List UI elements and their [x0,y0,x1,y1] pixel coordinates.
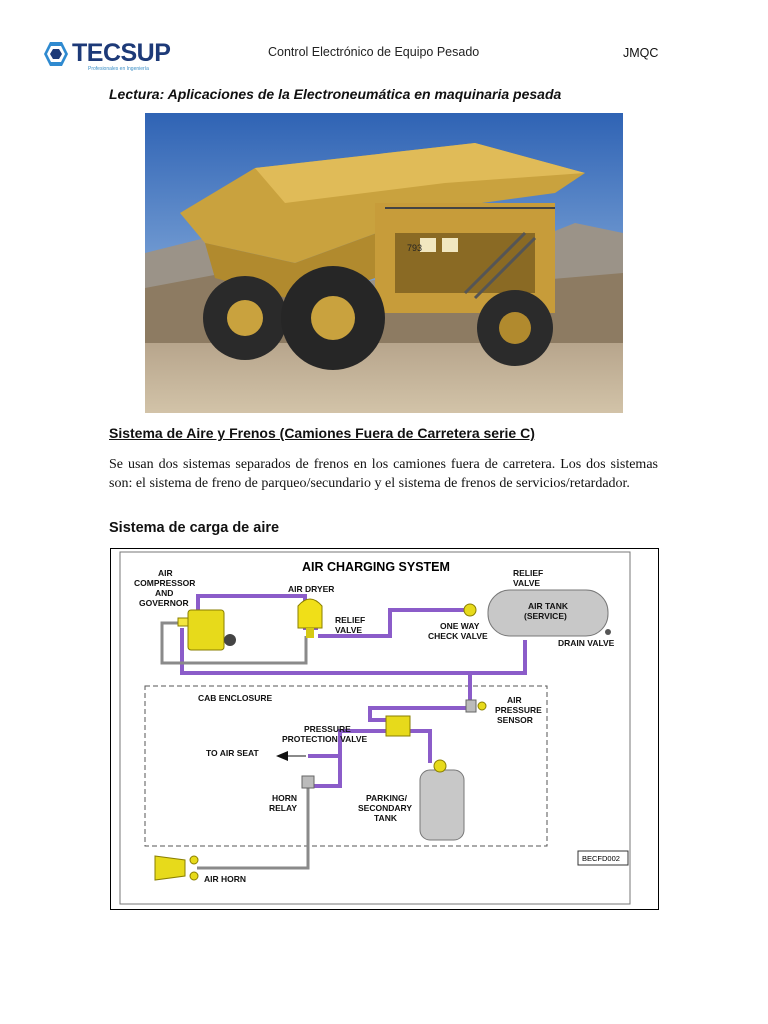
label-air-compressor-1: AIR [158,568,173,578]
label-relief-valve-top-2: VALVE [513,578,541,588]
subheading: Sistema de carga de aire [109,520,280,536]
label-air-dryer: AIR DRYER [288,584,335,594]
label-drain-valve: DRAIN VALVE [558,638,615,648]
label-air-compressor-4: GOVERNOR [139,598,189,608]
label-air-tank-2: (SERVICE) [524,611,567,621]
label-air-compressor-3: AND [155,588,174,598]
label-check-valve-2: CHECK VALVE [428,631,488,641]
label-air-compressor-2: COMPRESSOR [134,578,196,588]
label-air-tank-1: AIR TANK [528,601,568,611]
label-to-air-seat: TO AIR SEAT [206,748,259,758]
logo-wordmark: TECSUP [72,39,171,67]
label-parking-tank-3: TANK [374,813,397,823]
label-air-horn: AIR HORN [204,874,247,884]
tecsup-logo [42,38,172,74]
author-initials: JMQC [623,46,659,60]
label-horn-relay-1: HORN [272,793,298,803]
reading-title: Lectura: Aplicaciones de la Electroneumática en maquinaria pesada [109,86,562,102]
tecsup-logo-mark-icon [42,40,70,70]
label-air-pressure-sensor-1: AIR [507,695,522,705]
label-parking-tank-1: PARKING/ [366,793,407,803]
label-pressure-protection-2: PROTECTION VALVE [282,734,368,744]
body-paragraph: Se usan dos sistemas separados de frenos en los camiones fuera de carretera. Los dos sistemas son: el sistema de freno de parqueo/secundario y el sistema de frenos de servicios/retardador. [109,457,658,491]
label-parking-tank-2: SECONDARY [358,803,412,813]
haul-truck-photo [145,113,623,413]
label-relief-valve-left-2: VALVE [335,625,363,635]
pressure-protection-valve-icon [386,716,410,736]
horn-relay-icon [302,776,314,788]
pressure-sensor-icon [466,700,486,712]
course-title: Control Electrónico de Equipo Pesado [268,45,480,59]
section-heading: Sistema de Aire y Frenos (Camiones Fuera de Carretera serie C) [109,425,535,441]
label-horn-relay-2: RELAY [269,803,298,813]
label-pressure-protection-1: PRESSURE [304,724,351,734]
air-charging-diagram [110,548,659,910]
label-air-pressure-sensor-2: PRESSURE [495,705,542,715]
figure-code: BECFD002 [582,854,620,863]
truck-number: 793 [407,243,423,253]
label-relief-valve-top-1: RELIEF [513,568,544,578]
label-check-valve-1: ONE WAY [440,621,480,631]
parking-tank-icon [420,760,464,840]
label-air-pressure-sensor-3: SENSOR [497,715,533,725]
label-cab-enclosure: CAB ENCLOSURE [198,693,273,703]
diagram-title: AIR CHARGING SYSTEM [302,560,450,574]
label-relief-valve-left-1: RELIEF [335,615,366,625]
logo-tagline: Profesionales en Ingeniería [88,66,149,72]
